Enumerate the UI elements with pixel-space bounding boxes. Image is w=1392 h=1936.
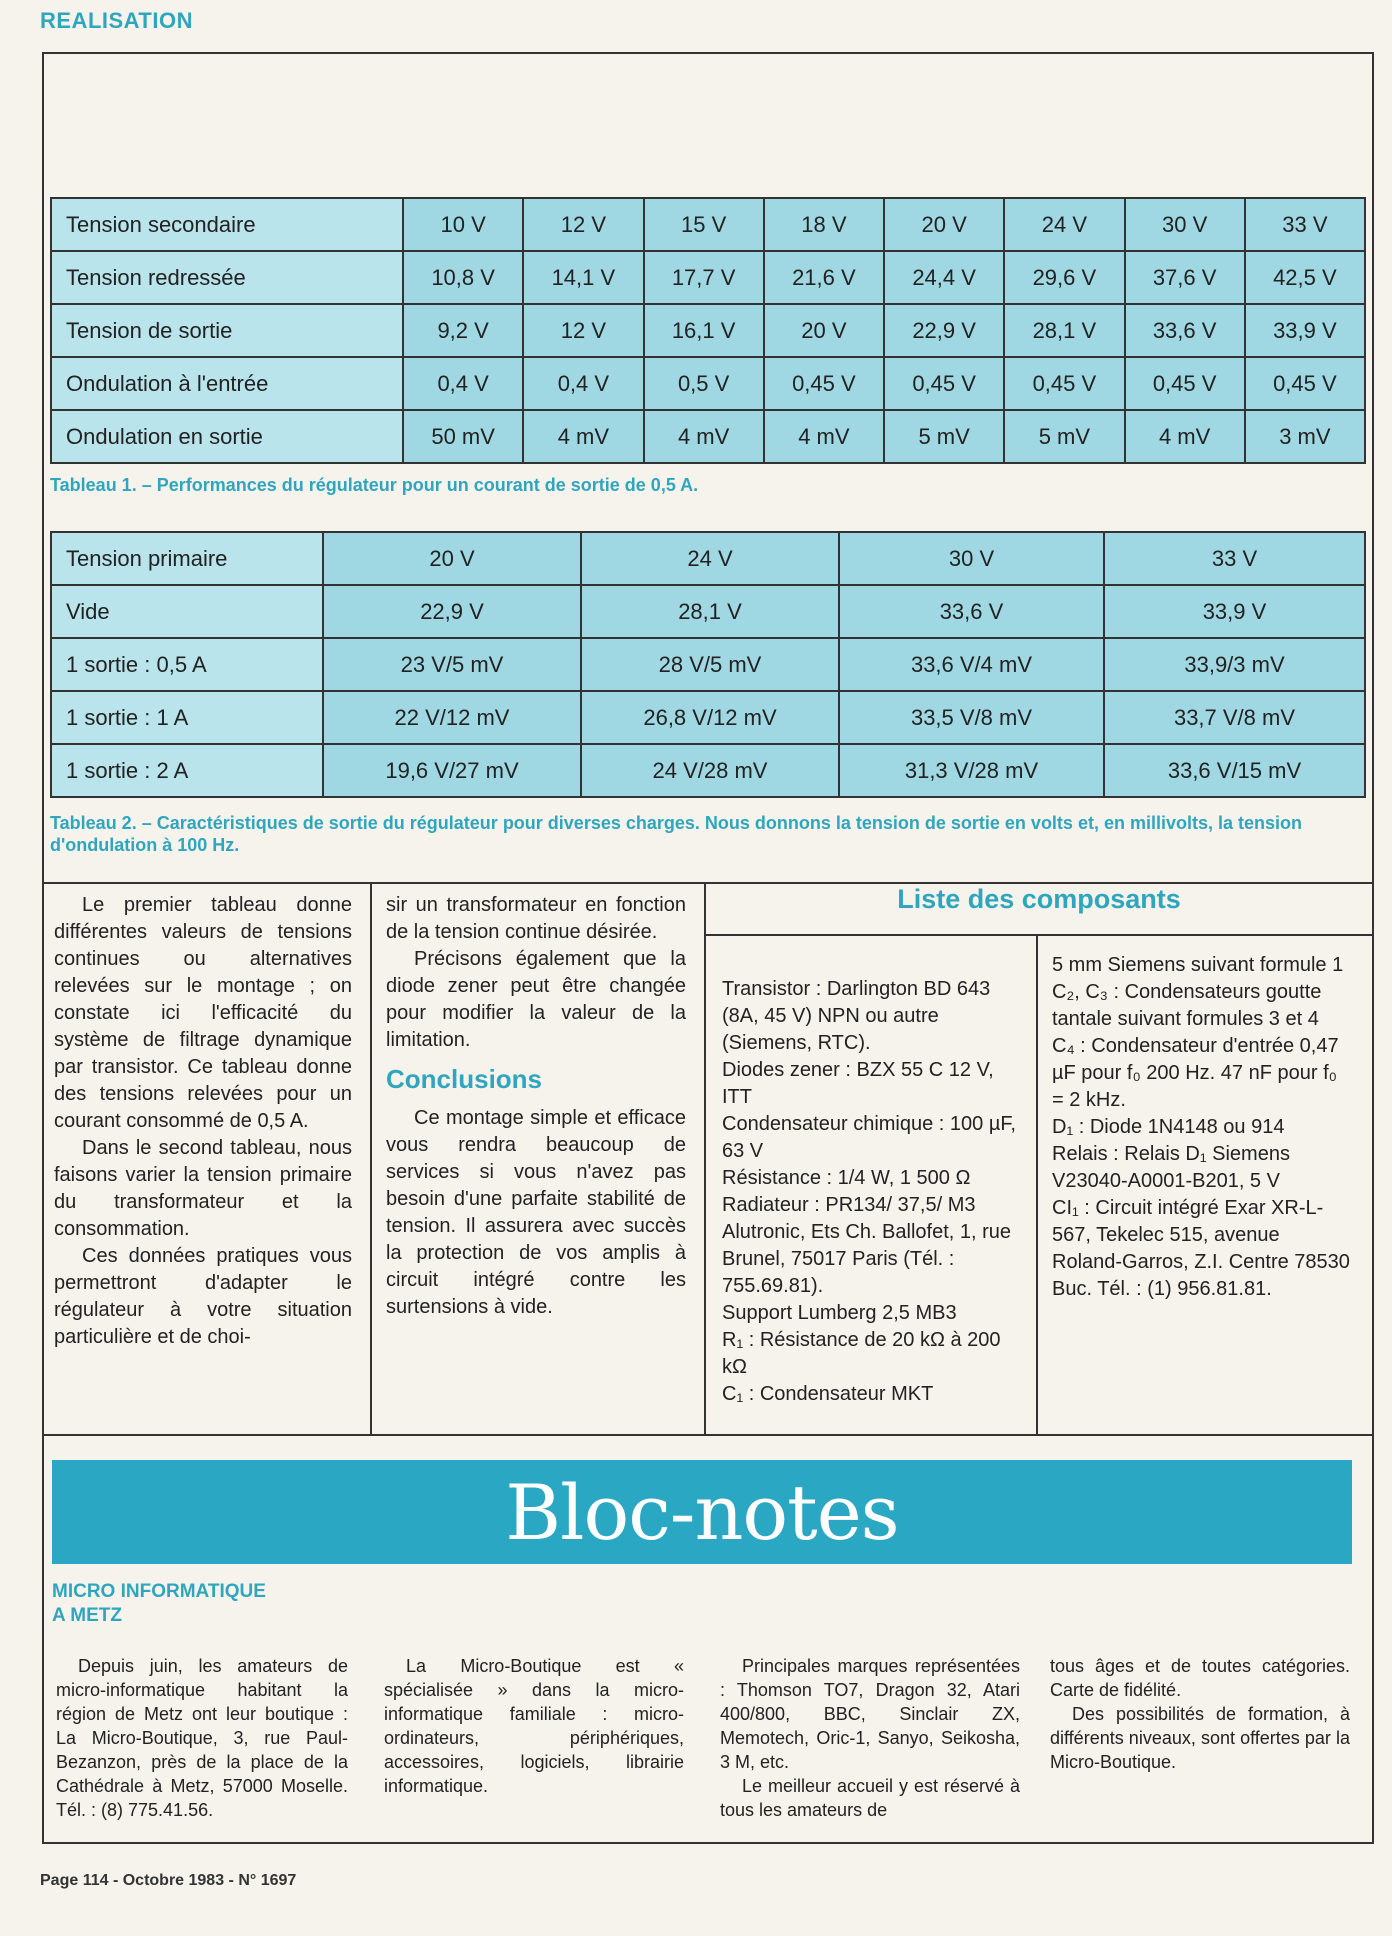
article-col-1: [54, 892, 352, 1351]
table-cell: 28 V/5 mV: [581, 638, 839, 691]
paragraph: sir un transformateur en fonction de la tension continue désirée.: [386, 894, 686, 943]
table-cell: 20 V: [884, 198, 1004, 251]
component-item: D₁ : Diode 1N4148 ou 914: [1052, 1116, 1285, 1138]
table-cell: 33,9 V: [1245, 304, 1365, 357]
component-item: Support Lumberg 2,5 MB3: [722, 1302, 957, 1324]
table-row: [51, 744, 1365, 797]
paragraph: Des possibilités de formation, à différents niveaux, sont offertes par la Micro-Boutique.: [1050, 1704, 1350, 1772]
table-cell: 19,6 V/27 mV: [323, 744, 581, 797]
component-item: C₄ : Condensateur d'entrée 0,47 µF pour f₀ 200 Hz. 47 nF pour f₀ = 2 kHz.: [1052, 1035, 1339, 1111]
table-cell: 10,8 V: [403, 251, 523, 304]
component-item: R₁ : Résistance de 20 kΩ à 200 kΩ: [722, 1329, 1001, 1378]
table-cell: 0,45 V: [1245, 357, 1365, 410]
paragraph: Le premier tableau donne différentes valeurs de tensions continues ou alternatives relevées sur le montage ; on constate ici l'efficacité du système de filtrage dynamique par transistor. Ce tableau donne des tensions relevées pour un courant consommé de 0,5 A.: [54, 894, 352, 1132]
row-label: Tension de sortie: [51, 304, 403, 357]
table-cell: 42,5 V: [1245, 251, 1365, 304]
table-cell: 33,6 V/4 mV: [839, 638, 1104, 691]
table-cell: 33,9 V: [1104, 585, 1365, 638]
table-cell: 30 V: [839, 532, 1104, 585]
component-item: Condensateur chimique : 100 µF, 63 V: [722, 1113, 1016, 1162]
table-cell: 26,8 V/12 mV: [581, 691, 839, 744]
divider: [370, 882, 372, 1434]
bloc-notes-heading: MICRO INFORMATIQUE A METZ: [52, 1581, 266, 1626]
paragraph: Depuis juin, les amateurs de micro-informatique habitant la région de Metz ont leur boutique : La Micro-Boutique, 3, rue Paul-Bezanzon, près de la place de la Cathédrale à Metz, 57000 Moselle. Tél. : (8) 775.41.56.: [56, 1656, 348, 1820]
table-1-caption: Tableau 1. – Performances du régulateur pour un courant de sortie de 0,5 A.: [50, 475, 699, 495]
table-cell: 33,6 V: [1125, 304, 1245, 357]
bloc-col-4: [1050, 1654, 1350, 1774]
component-item: C₂, C₃ : Condensateurs goutte tantale suivant formules 3 et 4: [1052, 981, 1322, 1030]
table-cell: 4 mV: [764, 410, 884, 463]
table-cell: 24 V/28 mV: [581, 744, 839, 797]
paragraph: Précisons également que la diode zener peut être changée pour modifier la valeur de la limitation.: [386, 948, 686, 1051]
paragraph: Dans le second tableau, nous faisons varier la tension primaire du transformateur et la consommation.: [54, 1137, 352, 1240]
divider: [704, 934, 1374, 936]
table-row: [51, 638, 1365, 691]
table-cell: 12 V: [523, 198, 643, 251]
table-row: [51, 585, 1365, 638]
table-cell: 0,5 V: [644, 357, 764, 410]
components-left: [722, 976, 1020, 1408]
table-cell: 22 V/12 mV: [323, 691, 581, 744]
table-cell: 24 V: [1004, 198, 1124, 251]
row-label: Ondulation à l'entrée: [51, 357, 403, 410]
table-cell: 33,9/3 mV: [1104, 638, 1365, 691]
article-col-2: [386, 892, 686, 1321]
table-cell: 29,6 V: [1004, 251, 1124, 304]
table-cell: 22,9 V: [323, 585, 581, 638]
table-row: [51, 304, 1365, 357]
table-cell: 20 V: [323, 532, 581, 585]
table-row: [51, 198, 1365, 251]
table-cell: 22,9 V: [884, 304, 1004, 357]
divider: [704, 882, 706, 1434]
bloc-col-1: [56, 1654, 348, 1822]
row-label: Vide: [51, 585, 323, 638]
table-cell: 24 V: [581, 532, 839, 585]
paragraph: tous âges et de toutes catégories. Carte de fidélité.: [1050, 1656, 1350, 1700]
row-label: 1 sortie : 1 A: [51, 691, 323, 744]
component-item: Radiateur : PR134/ 37,5/ M3 Alutronic, Ets Ch. Ballofet, 1, rue Brunel, 75017 Paris (Tél. : 755.69.81).: [722, 1194, 1012, 1297]
table-1: [50, 197, 1366, 464]
component-item: Résistance : 1/4 W, 1 500 Ω: [722, 1167, 971, 1189]
table-cell: 15 V: [644, 198, 764, 251]
table-row: [51, 691, 1365, 744]
row-label: 1 sortie : 2 A: [51, 744, 323, 797]
component-item: Diodes zener : BZX 55 C 12 V, ITT: [722, 1059, 994, 1108]
table-cell: 33,5 V/8 mV: [839, 691, 1104, 744]
component-item: Relais : Relais D₁ Siemens V23040-A0001-B201, 5 V: [1052, 1143, 1290, 1192]
table-cell: 4 mV: [1125, 410, 1245, 463]
table-cell: 28,1 V: [1004, 304, 1124, 357]
table-cell: 16,1 V: [644, 304, 764, 357]
table-cell: 12 V: [523, 304, 643, 357]
table-2-caption: Tableau 2. – Caractéristiques de sortie du régulateur pour diverses charges. Nous donnons la tension de sortie en volts et, en millivolts, la tension d'ondulation à 100 Hz.: [50, 813, 1302, 855]
table-2: [50, 531, 1366, 798]
table-cell: 21,6 V: [764, 251, 884, 304]
component-item: Transistor : Darlington BD 643 (8A, 45 V) NPN ou autre (Siemens, RTC).: [722, 978, 991, 1054]
table-cell: 31,3 V/28 mV: [839, 744, 1104, 797]
paragraph: Principales marques représentées : Thomson TO7, Dragon 32, Atari 400/800, BBC, Sinclair ZX, Memotech, Oric-1, Sanyo, Seikosha, 3 M, etc.: [720, 1656, 1020, 1772]
row-label: Ondulation en sortie: [51, 410, 403, 463]
row-label: Tension secondaire: [51, 198, 403, 251]
paragraph: Ces données pratiques vous permettront d'adapter le régulateur à votre situation particulière et de choi-: [54, 1245, 352, 1348]
row-label: Tension redressée: [51, 251, 403, 304]
table-cell: 0,45 V: [764, 357, 884, 410]
paragraph: La Micro-Boutique est « spécialisée » dans la micro-informatique familiale : micro-ordinateurs, périphériques, accessoires, logiciels, librairie informatique.: [384, 1656, 684, 1796]
table-row: [51, 410, 1365, 463]
table-row: [51, 357, 1365, 410]
table-cell: 33,6 V: [839, 585, 1104, 638]
table-cell: 28,1 V: [581, 585, 839, 638]
table-cell: 33,7 V/8 mV: [1104, 691, 1365, 744]
component-item: 5 mm Siemens suivant formule 1: [1052, 954, 1344, 976]
table-cell: 5 mV: [1004, 410, 1124, 463]
bloc-col-2: [384, 1654, 684, 1798]
table-cell: 0,4 V: [523, 357, 643, 410]
component-item: CI₁ : Circuit intégré Exar XR-L-567, Tekelec 515, avenue Roland-Garros, Z.I. Centre 78530 Buc. Tél. : (1) 956.81.81.: [1052, 1197, 1350, 1300]
table-cell: 37,6 V: [1125, 251, 1245, 304]
table-cell: 5 mV: [884, 410, 1004, 463]
table-row: [51, 532, 1365, 585]
bloc-notes-banner: [52, 1460, 1352, 1564]
section-tag: REALISATION: [40, 8, 193, 33]
table-cell: 18 V: [764, 198, 884, 251]
table-cell: 0,45 V: [1125, 357, 1245, 410]
table-cell: 0,45 V: [1004, 357, 1124, 410]
paragraph: Le meilleur accueil y est réservé à tous les amateurs de: [720, 1776, 1020, 1820]
row-label: Tension primaire: [51, 532, 323, 585]
divider: [1036, 934, 1038, 1434]
table-row: [51, 251, 1365, 304]
table-cell: 17,7 V: [644, 251, 764, 304]
table-cell: 20 V: [764, 304, 884, 357]
table-cell: 30 V: [1125, 198, 1245, 251]
bloc-notes-title: Bloc-notes: [505, 1467, 899, 1557]
table-cell: 33,6 V/15 mV: [1104, 744, 1365, 797]
components-title: Liste des composants: [897, 884, 1181, 914]
table-cell: 33 V: [1245, 198, 1365, 251]
table-cell: 3 mV: [1245, 410, 1365, 463]
row-label: 1 sortie : 0,5 A: [51, 638, 323, 691]
table-cell: 10 V: [403, 198, 523, 251]
component-item: C₁ : Condensateur MKT: [722, 1383, 934, 1405]
table-cell: 14,1 V: [523, 251, 643, 304]
table-cell: 0,45 V: [884, 357, 1004, 410]
table-cell: 50 mV: [403, 410, 523, 463]
divider: [42, 1434, 1374, 1436]
bloc-col-3: [720, 1654, 1020, 1822]
table-cell: 0,4 V: [403, 357, 523, 410]
table-cell: 23 V/5 mV: [323, 638, 581, 691]
table-cell: 4 mV: [523, 410, 643, 463]
paragraph: Ce montage simple et efficace vous rendra beaucoup de services si vous n'avez pas besoin d'une parfaite stabilité de tension. Il assurera avec succès la protection de vos amplis à circuit intégré contre les surtensions à vide.: [386, 1107, 686, 1318]
table-cell: 24,4 V: [884, 251, 1004, 304]
conclusions-heading: Conclusions: [386, 1064, 543, 1094]
table-cell: 4 mV: [644, 410, 764, 463]
page-footer: Page 114 - Octobre 1983 - N° 1697: [40, 1872, 297, 1889]
components-right: [1052, 952, 1352, 1303]
table-cell: 9,2 V: [403, 304, 523, 357]
table-cell: 33 V: [1104, 532, 1365, 585]
